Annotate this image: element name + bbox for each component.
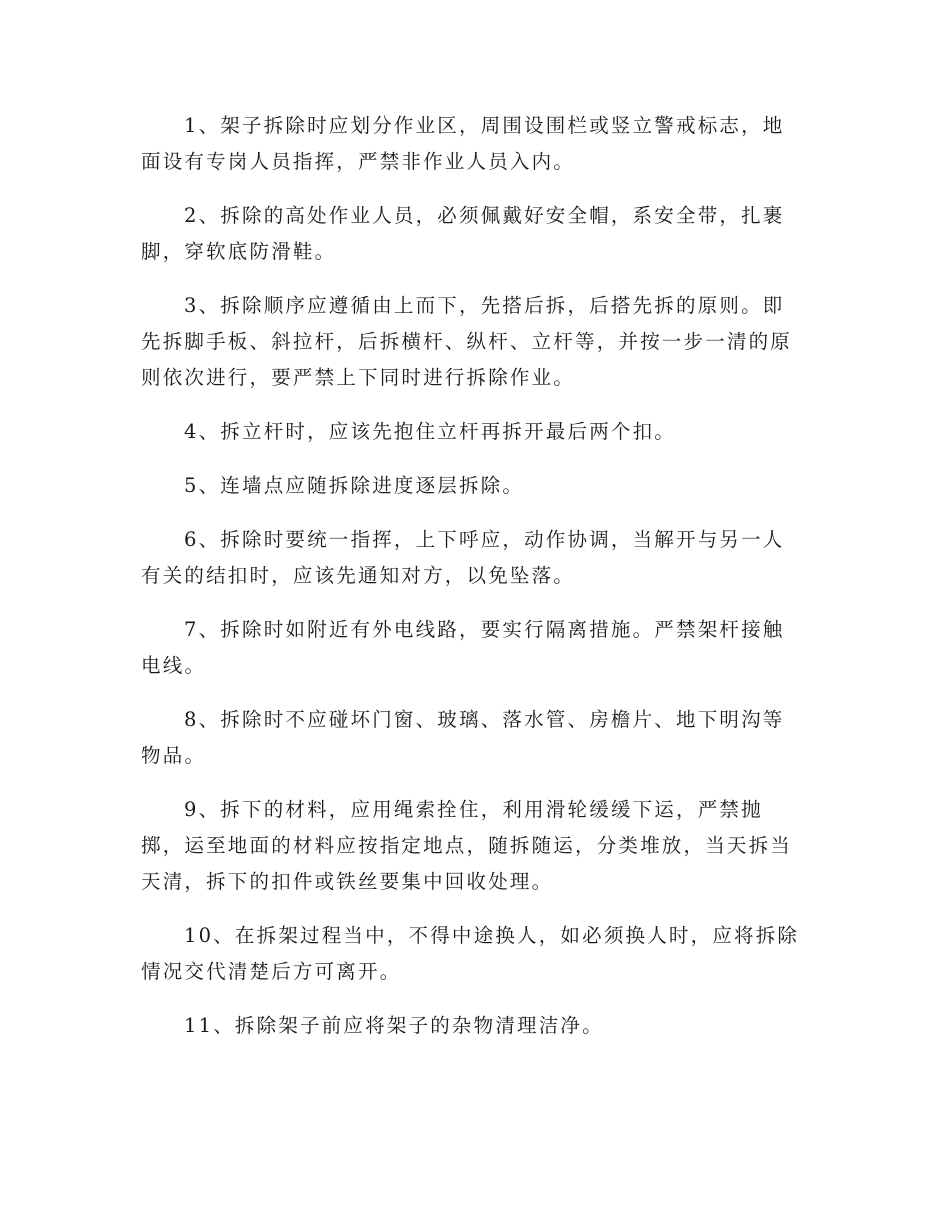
paragraph-5: 5、连墙点应随拆除进度逐层拆除。: [184, 474, 525, 497]
document-body: [141, 108, 806, 1062]
paragraph-9: 9、拆下的材料，应用绳索拴住，利用滑轮缓缓下运，严禁抛掷，运至地面的材料应按指定地点，随拆随运，分类堆放，当天拆当天清，拆下的扣件或铁丝要集中回收处理。: [141, 798, 793, 893]
paragraph-6: 6、拆除时要统一指挥，上下呼应，动作协调，当解开与另一人有关的结扣时，应该先通知对方，以免坠落。: [141, 528, 785, 587]
paragraph-4: 4、拆立杆时，应该先抱住立杆再拆开最后两个扣。: [184, 420, 677, 443]
paragraph-11: 11、拆除架子前应将架子的杂物清理洁净。: [184, 1014, 604, 1037]
paragraph-8: 8、拆除时不应碰坏门窗、玻璃、落水管、房檐片、地下明沟等物品。: [141, 708, 785, 767]
paragraph-10: 10、在拆架过程当中，不得中途换人，如必须换人时，应将拆除情况交代清楚后方可离开。: [141, 924, 800, 983]
paragraph-2: 2、拆除的高处作业人员，必须佩戴好安全帽，系安全带，扎裹脚，穿软底防滑鞋。: [141, 204, 785, 263]
paragraph-3: 3、拆除顺序应遵循由上而下，先搭后拆，后搭先拆的原则。即先拆脚手板、斜拉杆，后拆横杆、纵杆、立杆等，并按一步一清的原则依次进行，要严禁上下同时进行拆除作业。: [141, 294, 793, 389]
paragraph-1: 1、架子拆除时应划分作业区，周围设围栏或竖立警戒标志，地面设有专岗人员指挥，严禁非作业人员入内。: [141, 114, 785, 173]
paragraph-7: 7、拆除时如附近有外电线路，要实行隔离措施。严禁架杆接触电线。: [141, 618, 785, 677]
